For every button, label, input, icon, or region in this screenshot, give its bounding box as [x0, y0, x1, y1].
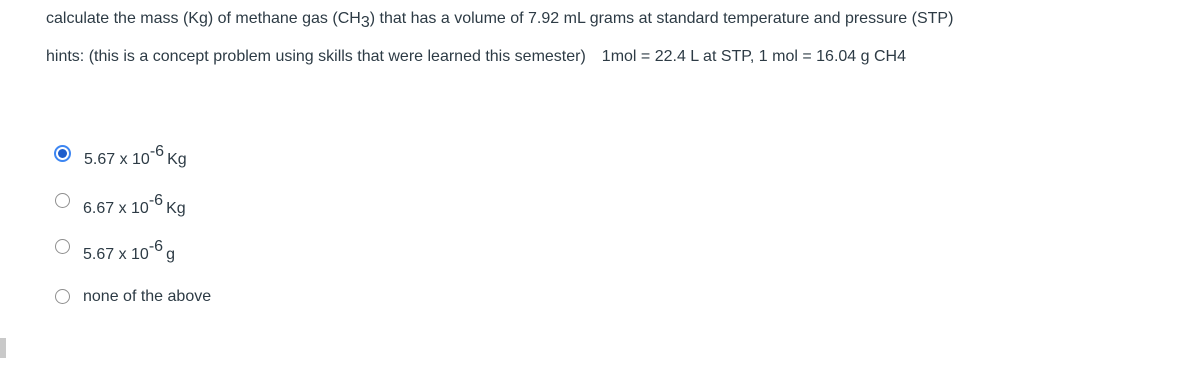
answer-option-4[interactable]: [55, 289, 211, 307]
answer-1-unit: Kg: [167, 151, 187, 168]
answer-2-unit: Kg: [166, 200, 186, 217]
answer-1-exponent: -6: [149, 143, 165, 160]
answer-1-base: 5.67 x 10: [84, 151, 150, 168]
left-edge-marker: [0, 338, 6, 358]
question-text-end: ) that has a volume of 7.92 mL grams at standard temperature and pressure (STP): [369, 10, 954, 27]
hints-label: hints: (this is a concept problem using skills that were learned this semester): [46, 48, 586, 65]
answer-option-2[interactable]: [55, 193, 186, 219]
hints-text: [46, 47, 906, 67]
hints-conversions: 1mol = 22.4 L at STP, 1 mol = 16.04 g CH4: [601, 48, 906, 65]
answer-3-unit: g: [166, 246, 175, 263]
answer-3-base: 5.67 x 10: [83, 246, 149, 263]
question-text: [46, 9, 953, 29]
answer-2-exponent: -6: [148, 192, 164, 209]
question-text-start: calculate the mass (Kg) of methane gas (CH: [46, 10, 361, 27]
answer-2-base: 6.67 x 10: [83, 200, 149, 217]
answer-label-2: [83, 192, 186, 219]
answer-option-3[interactable]: [55, 239, 175, 265]
answer-label-3: [83, 238, 175, 265]
answer-label-4: none of the above: [83, 288, 212, 305]
radio-unselected-icon[interactable]: [55, 193, 70, 208]
radio-unselected-icon[interactable]: [55, 239, 70, 254]
question-subscript: 3: [360, 14, 370, 31]
radio-selected-icon[interactable]: [54, 145, 71, 162]
radio-unselected-icon[interactable]: [55, 289, 70, 304]
answer-label-1: [84, 143, 187, 170]
answer-option-1[interactable]: [55, 143, 187, 170]
answer-3-exponent: -6: [148, 238, 164, 255]
